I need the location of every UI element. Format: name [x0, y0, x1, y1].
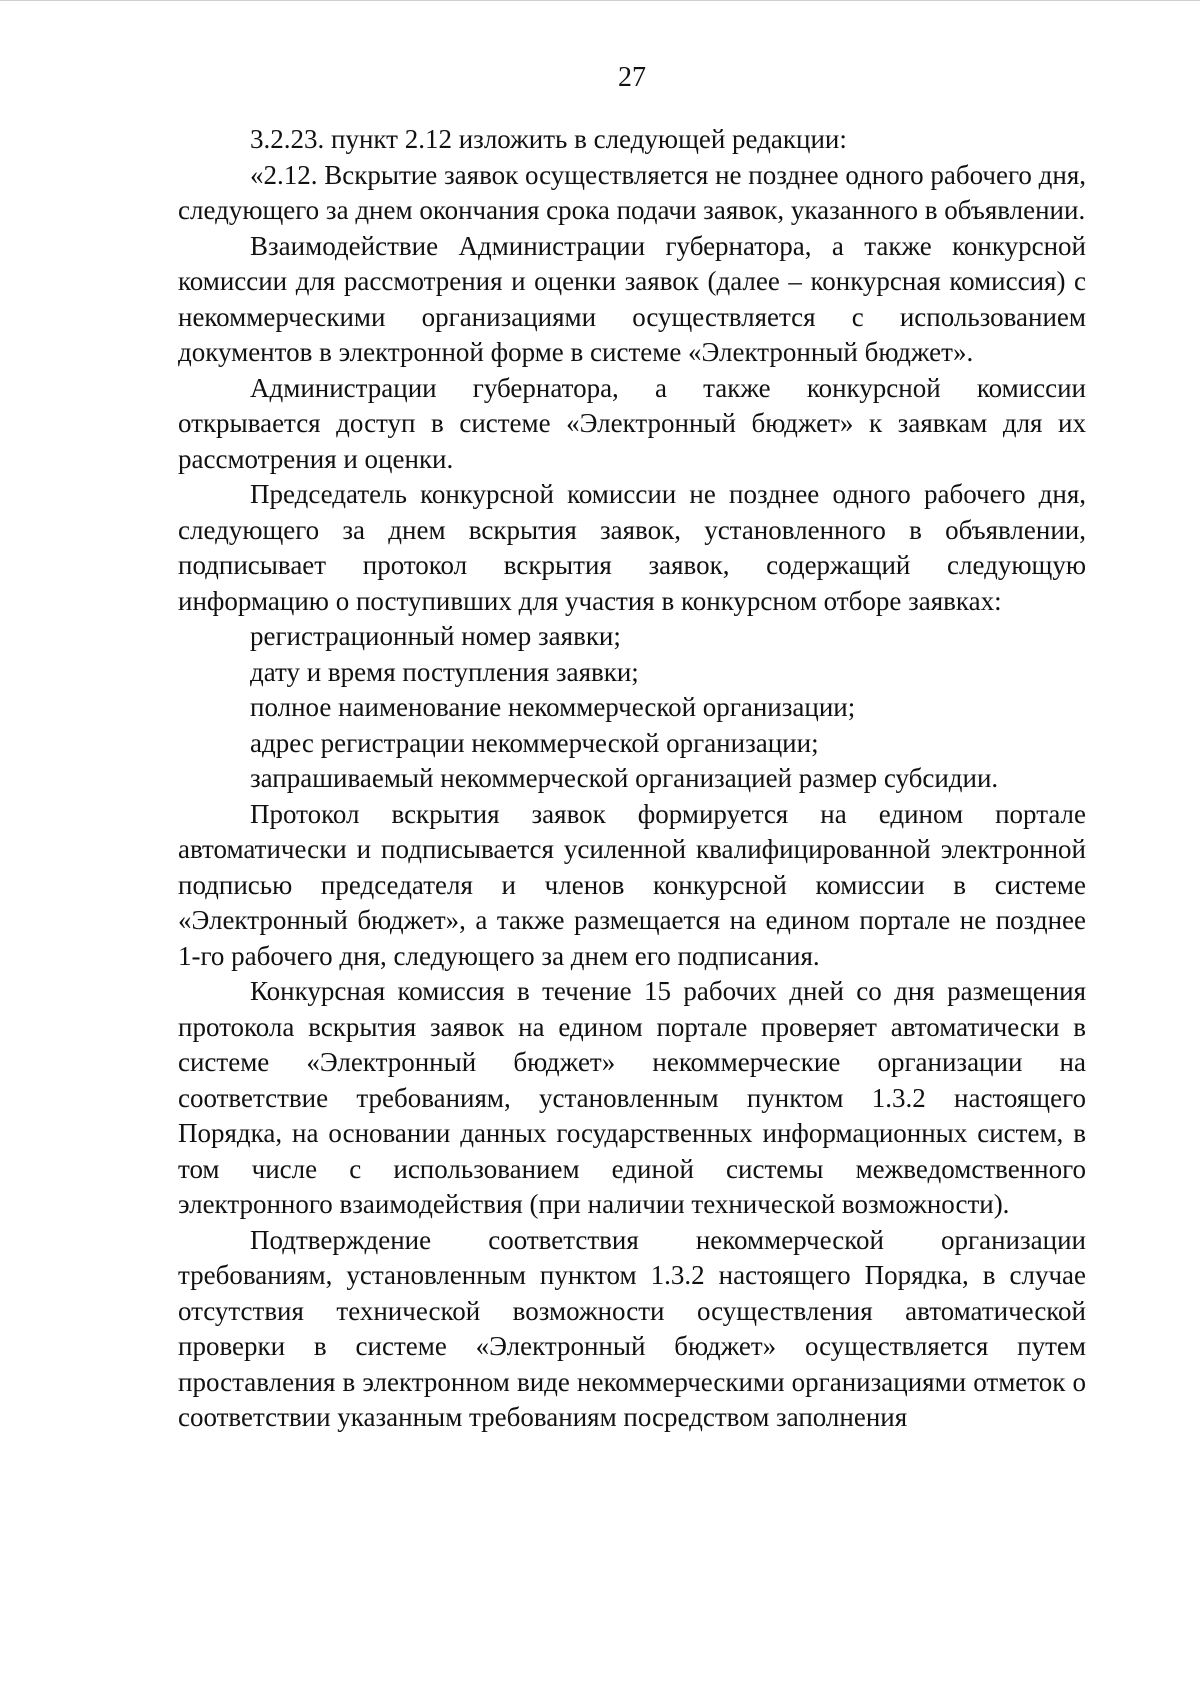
list-item-registration-address: адрес регистрации некоммерческой организации; — [250, 727, 819, 758]
list-item-registration-number: регистрационный номер заявки; — [250, 621, 621, 651]
page-number: 27 — [618, 62, 646, 93]
paragraph-opening-of-applications: «2.12. Вскрытие заявок осуществляется не позднее одного рабочего дня, следующего за днем окончания срока подачи заявок, указанного в объявлении. — [178, 159, 1086, 225]
paragraph-protocol-formation: Протокол вскрытия заявок формируется на едином портале автоматически и подписывается усиленной квалифицированной электронной подписью председателя и членов конкурсной комиссии в системе «Электронный бюджет», а также размещается на едином портале не позднее 1-го рабочего дня, следующего за днем его подписания. — [178, 798, 1086, 971]
paragraph-chairman-protocol: Председатель конкурсной комиссии не позднее одного рабочего дня, следующего за днем вскрытия заявок, установленного в объявлении, подписывает протокол вскрытия заявок, содержащий следующую информацию о поступивших для участия в конкурсном отборе заявках: — [178, 479, 1086, 616]
paragraph-confirmation: Подтверждение соответствия некоммерческой организации требованиям, установленным пунктом 1.3.2 настоящего Порядка, в случае отсутствия технической возможности осуществления автоматической проверки в системе «Электронный бюджет» осуществляется путем проставления в электронном виде некоммерческими организациями отметок о соответствии указанным требованиям посредством заполнения — [178, 1224, 1086, 1432]
document-body — [178, 122, 1086, 1436]
list-item-date-time: дату и время поступления заявки; — [250, 656, 639, 687]
list-item-full-name: полное наименование некоммерческой организации; — [250, 692, 856, 722]
paragraph-interaction: Взаимодействие Администрации губернатора, а также конкурсной комиссии для рассмотрения и оценки заявок (далее – конкурсная комиссия) с некоммерческими организациями осуществляется с использованием документов в электронной форме в системе «Электронный бюджет». — [178, 230, 1086, 367]
paragraph-access: Администрации губернатора, а также конкурсной комиссии открывается доступ в системе «Электронный бюджет» к заявкам для их рассмотрения и оценки. — [178, 372, 1086, 474]
paragraph-amendment-intro: 3.2.23. пункт 2.12 изложить в следующей редакции: — [250, 124, 847, 154]
paragraph-commission-check: Конкурсная комиссия в течение 15 рабочих дней со дня размещения протокола вскрытия заявок на едином портале проверяет автоматически в системе «Электронный бюджет» некоммерческие организации на соответствие требованиям, установленным пунктом 1.3.2 настоящего Порядка, на основании данных государственных информационных систем, в том числе с использованием единой системы межведомственного электронного взаимодействия (при наличии технической возможности). — [178, 976, 1086, 1219]
list-item-subsidy-amount: запрашиваемый некоммерческой организацией размер субсидии. — [250, 763, 999, 793]
